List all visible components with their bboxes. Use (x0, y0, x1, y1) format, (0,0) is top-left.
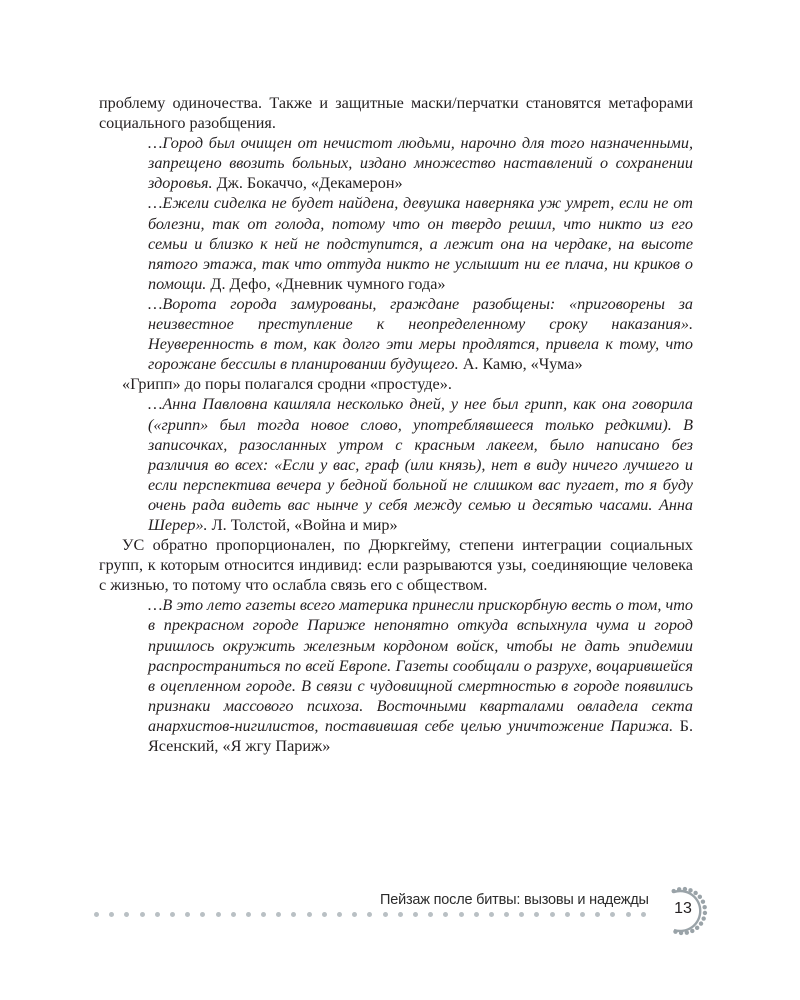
quotation (148, 595, 693, 756)
quote-text: …Ворота города замурованы, граждане разобщены: «приговорены за неизвестное преступление к неопределенному сроку наказания». Неуверенность в том, как долго эти меры продлятся, привела к тому, что горожане бессилы в планировании будущего. (148, 294, 693, 374)
rule-dot (626, 912, 631, 917)
page-number: 13 (674, 900, 692, 917)
rule-dot (474, 912, 479, 917)
paragraph: «Грипп» до поры полагался сродни «простуде». (122, 375, 452, 394)
rule-dot (140, 912, 145, 917)
gear-tooth (695, 926, 699, 930)
rule-dot (580, 912, 585, 917)
rule-dot (459, 912, 464, 917)
rule-dot (185, 912, 190, 917)
rule-dot (337, 912, 342, 917)
quote-source: Дж. Бокаччо, «Декамерон» (216, 174, 403, 193)
rule-dot (489, 912, 494, 917)
gear-tooth (701, 916, 705, 920)
rule-dot (246, 912, 251, 917)
quote-text: …Анна Павловна кашляла несколько дней, у нее был грипп, как она говорила («грипп» был тогда новое слово, употреблявшееся только редкими). В записочках, разосланных утром с красным лакеем, было написано без различия во всех: «Если у вас, граф (или князь), нет в виду ничего лучшего и если перспектива вечера у бедной больной не слишком вас пугает, то я буду очень рада видеть вас нынче у себя между семью и десятью часами. Анна Шерер». (148, 395, 693, 534)
gear-tooth (703, 911, 707, 915)
rule-dot (428, 912, 433, 917)
quote-source: А. Камю, «Чума» (462, 355, 583, 374)
page-body (99, 93, 693, 756)
rule-dot (641, 912, 646, 917)
rule-dot (534, 912, 539, 917)
gear-tooth (702, 905, 706, 909)
rule-dot (443, 912, 448, 917)
gear-tooth (701, 900, 705, 904)
rule-dot (170, 912, 175, 917)
rule-dot (519, 912, 524, 917)
quote-source: Б. Ясенский, «Я жгу Париж» (148, 716, 694, 755)
rule-dot (155, 912, 160, 917)
rule-dot (291, 912, 296, 917)
rule-dot (367, 912, 372, 917)
rule-dot (595, 912, 600, 917)
rule-dot (352, 912, 357, 917)
paragraph: УС обратно пропорционален, по Дюркгейму, степени интеграции социальных групп, к которым относится индивид: если разрываются узы, соединяющие человека с жизнью, то потому что ослабла связь его с обществом. (99, 536, 693, 595)
rule-dot (550, 912, 555, 917)
quote-source: Л. Толстой, «Война и мир» (211, 515, 398, 534)
dotted-rule (94, 912, 646, 917)
quotation (148, 294, 693, 374)
rule-dot (383, 912, 388, 917)
quote-text: …Ежели сиделка не будет найдена, девушка наверняка уж умрет, если не от болезни, так от голода, потому что он твердо решил, что никто из его семьи и близко к ней не подступится, а лежит она на чердаке, на высоте пятого этажа, так что оттуда никто не услышит ни ее плача, ни криков о помощи. (148, 194, 693, 293)
rule-dot (322, 912, 327, 917)
quote-source: Д. Дефо, «Дневник чумного года» (210, 274, 446, 293)
rule-dot (200, 912, 205, 917)
gear-tooth (699, 921, 703, 925)
rule-dot (398, 912, 403, 917)
rule-dot (231, 912, 236, 917)
rule-dot (94, 912, 99, 917)
quote-text: …Город был очищен от нечистот людьми, нарочно для того назначенными, запрещено ввозить больных, издано множество наставлений о сохранении здоровья. (148, 134, 693, 193)
quotation (148, 133, 693, 193)
rule-dot (565, 912, 570, 917)
quote-text: …В это лето газеты всего материка принесли прискорбную весть о том, что в прекрасном городе Париже непонятно откуда вспыхнула чума и город пришлось окружить железным кордоном войск, чтобы не дать эпидемии распространиться по всей Европе. Газеты сообщали о разрухе, воцарившейся в оцепленном городе. В связи с чудовищной смертностью в городе появились признаки массового психоза. Восточными кварталами овладела секта анархистов-нигилистов, поставившая себе целью уничтожение Парижа. (148, 596, 693, 735)
paragraph: проблему одиночества. Также и защитные маски/перчатки становятся метафорами социального разобщения. (99, 94, 693, 133)
quotation (148, 193, 693, 293)
rule-dot (504, 912, 509, 917)
rule-dot (216, 912, 221, 917)
rule-dot (276, 912, 281, 917)
rule-dot (261, 912, 266, 917)
running-title: Пейзаж после битвы: вызовы и надежды (380, 892, 649, 908)
rule-dot (109, 912, 114, 917)
rule-dot (307, 912, 312, 917)
rule-dot (124, 912, 129, 917)
rule-dot (610, 912, 615, 917)
rule-dot (413, 912, 418, 917)
quotation (148, 394, 693, 535)
